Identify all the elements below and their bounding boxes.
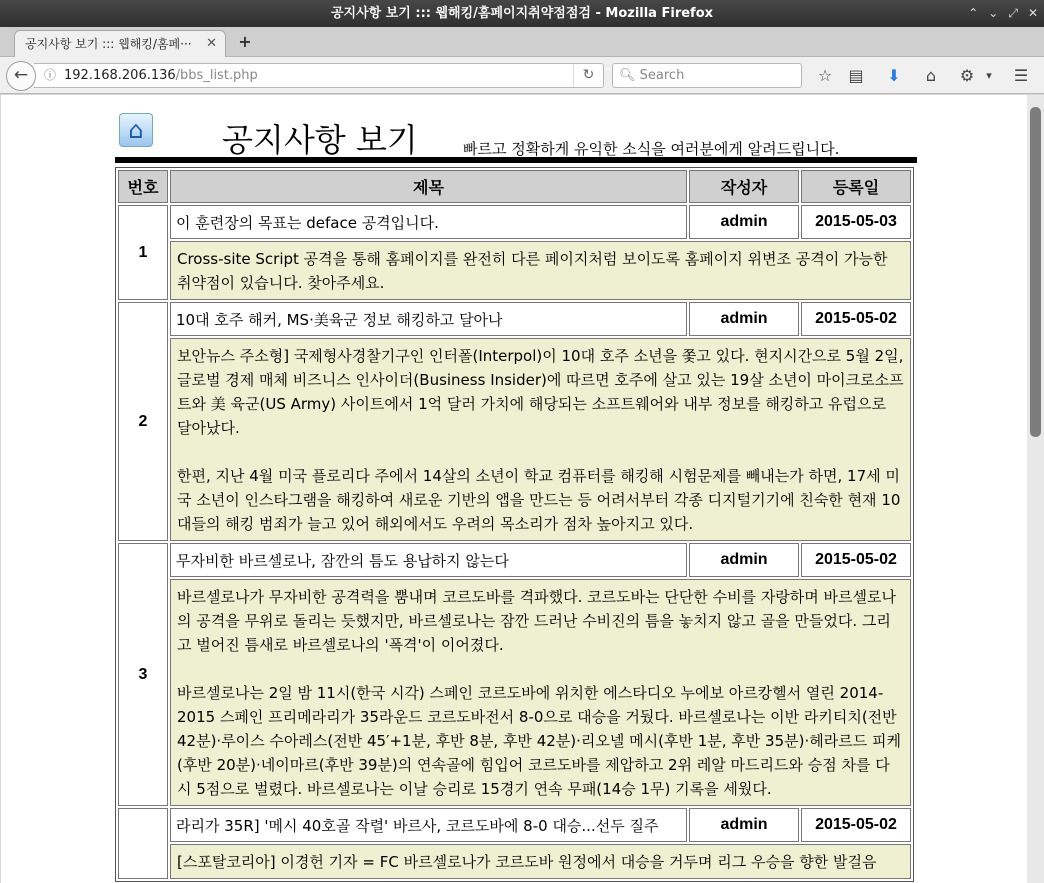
table-row-body [118,338,911,541]
post-body [170,579,911,806]
post-paragraph: 보안뉴스 주소형] 국제형사경찰기구인 인터폴(Interpol)이 10대 호주 소년을 쫓고 있다. 현지시간으로 5월 2일, 글로벌 경제 매체 비즈니스 인사이더(Business Insider)에 따르면 호주에 살고 있는 19살 소년이 마이크로소프트와 美 육군(US Army) 사이트에서 1억 달러 가치에 해당되는 소프트웨어와 내부 정보를 해킹하고 유럽으로 달아났다. [177,347,904,437]
home-icon[interactable]: ⌂ [119,113,153,147]
post-number: 1 [118,205,168,300]
table-row [118,808,911,842]
post-body [170,241,911,300]
post-subject[interactable]: 이 훈련장의 목표는 deface 공격입니다. [170,205,687,239]
home-icon[interactable]: ⌂ [925,66,937,85]
post-author: admin [689,302,799,336]
header-number: 번호 [118,170,168,203]
board-header [115,95,917,163]
tab-bar [0,27,1044,57]
table-row-body [118,241,911,300]
window-controls [968,0,1038,27]
reading-list-icon[interactable]: ▤ [848,66,864,85]
reload-icon[interactable]: ↻ [573,64,603,87]
close-window-icon[interactable]: ✕ [1027,6,1038,20]
maximize-icon[interactable]: ⤢ [1008,6,1018,20]
post-paragraph: 바르셀로나는 2일 밤 11시(한국 시각) 스페인 코르도바에 위치한 에스타디오 누에보 아르캉헬서 열린 2014-2015 스페인 프리메라리가 35라운드 코르도바전서 8-0으로 대승을 거뒀다. 바르셀로나는 이반 라키티치(전반 42분)·루이스 수아레스(전반 45′+1분, 후반 8분, 후반 42분)·리오넬 메시(후반 1분, 후반 35분)·헤라르드 피케(후반 20분)·네이마르(후반 39분)의 연속골에 힘입어 코르도바를 제압하고 2위 레알 마드리드와 승점 차를 다시 5점으로 벌렸다. 바르셀로나는 이날 승리로 15경기 연속 무패(14승 1무) 기록을 세웠다. [177,684,901,798]
post-paragraph: [스포탈코리아] 이경헌 기자 = FC 바르셀로나가 코르도바 원정에서 대승을 거두며 리그 우승을 향한 발걸음 [177,853,877,871]
table-row [118,205,911,239]
board-page [115,95,917,882]
post-author: admin [689,808,799,842]
scrollbar-thumb[interactable] [1030,107,1041,437]
table-header-row [118,170,911,203]
post-paragraph: Cross-site Script 공격을 통해 홈페이지를 완전히 다른 페이지처럼 보이도록 홈페이지 위변조 공격이 가능한 취약점이 있습니다. 찾아주세요. [177,250,888,292]
post-paragraph: 한편, 지난 4월 미국 플로리다 주에서 14살의 소년이 학교 컴퓨터를 해킹해 시험문제를 빼내는가 하면, 17세 미국 소년이 인스타그램을 해킹하여 새로운 기반의 앱을 만드는 등 어려서부터 각종 디지털기기에 친숙한 현재 10대들의 해킹 범죄가 늘고 있어 해외에서도 우려의 목소리가 점차 높아지고 있다. [177,467,901,533]
minimize-icon[interactable]: ⌃ [968,6,979,20]
post-subject[interactable]: 무자비한 바르셀로나, 잠깐의 틈도 용납하지 않는다 [170,543,687,577]
post-author: admin [689,205,799,239]
page-subtitle: 빠르고 정확하게 유익한 소식을 여러분에게 알려드립니다. [463,140,840,158]
search-icon: 🔍︎ [619,68,636,83]
page-content [1,95,1027,883]
table-row-body [118,844,911,879]
header-subject: 제목 [170,170,687,203]
new-tab-icon[interactable]: + [238,32,252,51]
post-date: 2015-05-02 [801,543,911,577]
bookmark-star-icon[interactable]: ☆ [817,66,833,85]
search-input[interactable] [612,63,802,88]
url-host: 192.168.206.136 [64,68,176,83]
restore-icon[interactable]: ⌄ [988,6,999,20]
back-arrow-icon: ← [13,65,29,85]
tab-label: 공지사항 보기 ::: 웹해킹/홈페··· [25,37,192,51]
post-number: 3 [118,543,168,806]
search-placeholder: Search [639,68,685,83]
vertical-scrollbar[interactable] [1027,95,1044,883]
post-subject[interactable]: 10대 호주 해커, MS·美육군 정보 해킹하고 달아나 [170,302,687,336]
post-body [170,338,911,541]
post-date: 2015-05-03 [801,205,911,239]
window-title: 공지사항 보기 ::: 웹해킹/홈페이지취약점점검 - Mozilla Firefox [330,6,714,21]
navigation-toolbar [0,57,1044,94]
post-author: admin [689,543,799,577]
download-icon[interactable]: ⬇ [887,66,901,85]
post-body [170,844,911,879]
table-row [118,543,911,577]
header-author: 작성자 [689,170,799,203]
post-number [118,808,168,879]
page-title: 공지사항 보기 [222,121,418,159]
extension-icon[interactable]: ⚙ [959,66,975,85]
window-titlebar [0,0,1044,27]
post-paragraph: 바르셀로나가 무자비한 공격력을 뿜내며 코르도바를 격파했다. 코르도바는 단단한 수비를 자랑하며 바르셀로나의 공격을 무위로 돌리는 듯했지만, 바르셀로나는 잠깐 드러난 수비진의 틈을 놓치지 않고 골을 만들었다. 그리고 벌어진 틈새로 바르셀로나의 '폭격'이 이어졌다. [177,588,896,654]
header-date: 등록일 [801,170,911,203]
menu-icon[interactable]: ☰ [1013,66,1029,85]
post-subject[interactable]: 라리가 35R] '메시 40호골 작렬' 바르사, 코르도바에 8-0 대승...선두 질주 [170,808,687,842]
post-number: 2 [118,302,168,541]
url-bar[interactable] [34,63,604,88]
table-row [118,302,911,336]
post-date: 2015-05-02 [801,302,911,336]
tab-active[interactable] [14,30,226,58]
tab-close-icon[interactable]: ✕ [206,36,217,51]
notice-table [115,167,914,882]
site-info-icon[interactable]: ⓘ [44,68,57,82]
overflow-chevron-icon[interactable]: ▾ [986,69,992,82]
table-row-body [118,579,911,806]
post-date: 2015-05-02 [801,808,911,842]
back-button[interactable] [6,61,36,91]
url-path: /bbs_list.php [175,68,258,83]
